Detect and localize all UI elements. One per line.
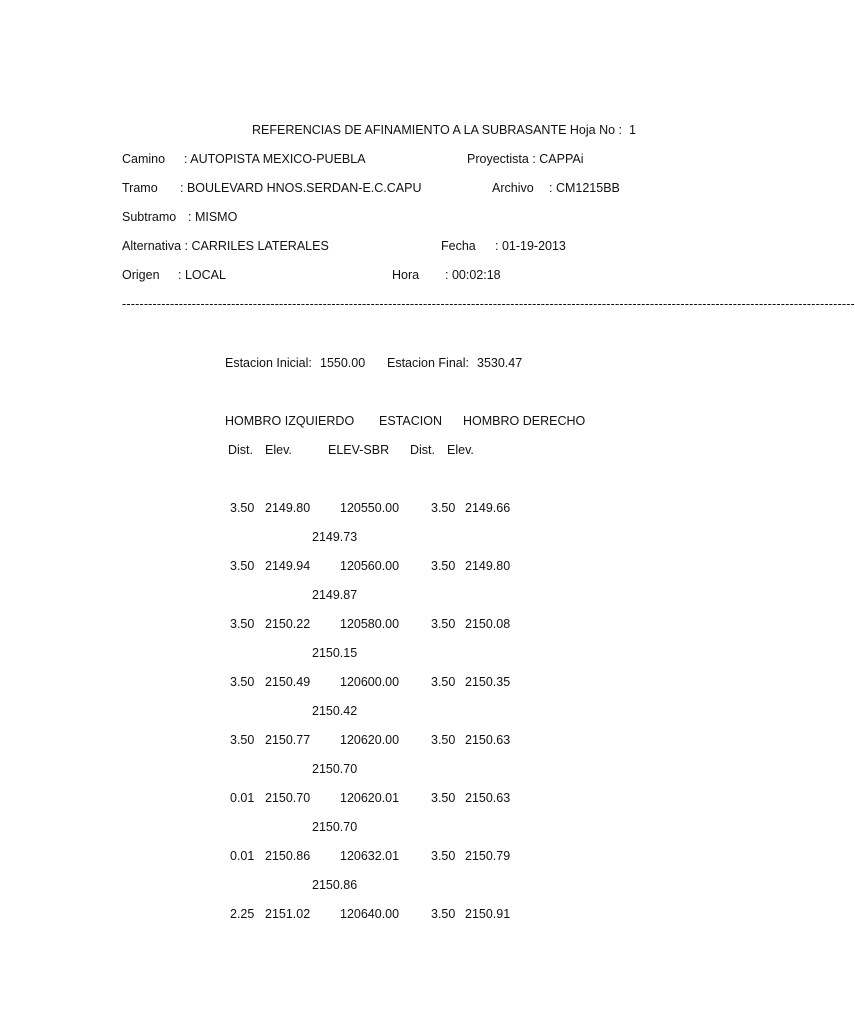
cell-dist-left: 0.01 bbox=[230, 849, 255, 863]
cell-dist-left: 3.50 bbox=[230, 501, 255, 515]
origen-label: Origen bbox=[122, 268, 160, 282]
camino-value: : AUTOPISTA MEXICO-PUEBLA bbox=[184, 152, 366, 166]
cell-dist-left: 3.50 bbox=[230, 559, 255, 573]
cell-elev-right: 2150.79 bbox=[465, 849, 511, 863]
cell-dist-right: 3.50 bbox=[431, 907, 456, 921]
cell-elev-sbr: 2150.42 bbox=[312, 704, 358, 718]
cell-elev-left: 2150.86 bbox=[265, 849, 311, 863]
tramo-value: : BOULEVARD HNOS.SERDAN-E.C.CAPU bbox=[180, 181, 422, 195]
header-estacion: ESTACION bbox=[379, 414, 442, 428]
cell-elev-sbr: 2150.70 bbox=[312, 820, 358, 834]
hora-value: : 00:02:18 bbox=[445, 268, 501, 282]
cell-estacion: 120580.00 bbox=[340, 617, 400, 631]
header-hombro-derecho: HOMBRO DERECHO bbox=[463, 414, 586, 428]
cell-elev-right: 2150.35 bbox=[465, 675, 511, 689]
cell-elev-sbr: 2150.86 bbox=[312, 878, 358, 892]
archivo-label: Archivo bbox=[492, 181, 534, 195]
estacion-inicial-label: Estacion Inicial: bbox=[225, 356, 312, 370]
cell-elev-sbr: 2150.70 bbox=[312, 762, 358, 776]
cell-dist-left: 2.25 bbox=[230, 907, 255, 921]
tramo-label: Tramo bbox=[122, 181, 158, 195]
cell-elev-left: 2150.22 bbox=[265, 617, 311, 631]
cell-elev-right: 2149.66 bbox=[465, 501, 511, 515]
cell-estacion: 120640.00 bbox=[340, 907, 400, 921]
cell-elev-sbr: 2150.15 bbox=[312, 646, 358, 660]
estacion-inicial-value: 1550.00 bbox=[320, 356, 366, 370]
estacion-final-label: Estacion Final: bbox=[387, 356, 469, 370]
cell-elev-left: 2150.49 bbox=[265, 675, 311, 689]
cell-elev-right: 2149.80 bbox=[465, 559, 511, 573]
cell-elev-left: 2149.94 bbox=[265, 559, 311, 573]
hora-label: Hora bbox=[392, 268, 420, 282]
cell-elev-left: 2149.80 bbox=[265, 501, 311, 515]
estacion-final-value: 3530.47 bbox=[477, 356, 523, 370]
separator-line: ------------------------------------------------------------------------------------------------------------------------------------------------------------------------ bbox=[122, 297, 855, 311]
subtramo-label: Subtramo bbox=[122, 210, 177, 224]
cell-estacion: 120550.00 bbox=[340, 501, 400, 515]
col-dist-left: Dist. bbox=[228, 443, 253, 457]
cell-dist-left: 3.50 bbox=[230, 675, 255, 689]
origen-value: : LOCAL bbox=[178, 268, 226, 282]
cell-estacion: 120620.00 bbox=[340, 733, 400, 747]
cell-elev-sbr: 2149.87 bbox=[312, 588, 358, 602]
cell-dist-right: 3.50 bbox=[431, 791, 456, 805]
cell-dist-right: 3.50 bbox=[431, 849, 456, 863]
fecha-value: : 01-19-2013 bbox=[495, 239, 566, 253]
cell-dist-left: 0.01 bbox=[230, 791, 255, 805]
cell-elev-right: 2150.63 bbox=[465, 791, 511, 805]
cell-estacion: 120600.00 bbox=[340, 675, 400, 689]
document-title: REFERENCIAS DE AFINAMIENTO A LA SUBRASANTE Hoja No : 1 bbox=[252, 123, 636, 137]
cell-dist-left: 3.50 bbox=[230, 617, 255, 631]
cell-dist-right: 3.50 bbox=[431, 617, 456, 631]
proyectista: Proyectista : CAPPAi bbox=[467, 152, 584, 166]
cell-elev-left: 2150.77 bbox=[265, 733, 311, 747]
cell-dist-right: 3.50 bbox=[431, 733, 456, 747]
cell-dist-right: 3.50 bbox=[431, 675, 456, 689]
col-elev-sbr: ELEV-SBR bbox=[328, 443, 390, 457]
cell-elev-right: 2150.91 bbox=[465, 907, 511, 921]
cell-estacion: 120620.01 bbox=[340, 791, 400, 805]
header-hombro-izquierdo: HOMBRO IZQUIERDO bbox=[225, 414, 355, 428]
cell-dist-left: 3.50 bbox=[230, 733, 255, 747]
archivo-value: : CM1215BB bbox=[549, 181, 620, 195]
cell-dist-right: 3.50 bbox=[431, 501, 456, 515]
cell-estacion: 120632.01 bbox=[340, 849, 400, 863]
cell-elev-right: 2150.08 bbox=[465, 617, 511, 631]
fecha-label: Fecha bbox=[441, 239, 476, 253]
col-elev-left: Elev. bbox=[265, 443, 292, 457]
cell-dist-right: 3.50 bbox=[431, 559, 456, 573]
cell-elev-left: 2151.02 bbox=[265, 907, 311, 921]
subtramo-value: : MISMO bbox=[188, 210, 238, 224]
cell-elev-sbr: 2149.73 bbox=[312, 530, 358, 544]
col-elev-right: Elev. bbox=[447, 443, 474, 457]
cell-estacion: 120560.00 bbox=[340, 559, 400, 573]
col-dist-right: Dist. bbox=[410, 443, 435, 457]
camino-label: Camino bbox=[122, 152, 166, 166]
cell-elev-right: 2150.63 bbox=[465, 733, 511, 747]
alternativa: Alternativa : CARRILES LATERALES bbox=[122, 239, 329, 253]
cell-elev-left: 2150.70 bbox=[265, 791, 311, 805]
